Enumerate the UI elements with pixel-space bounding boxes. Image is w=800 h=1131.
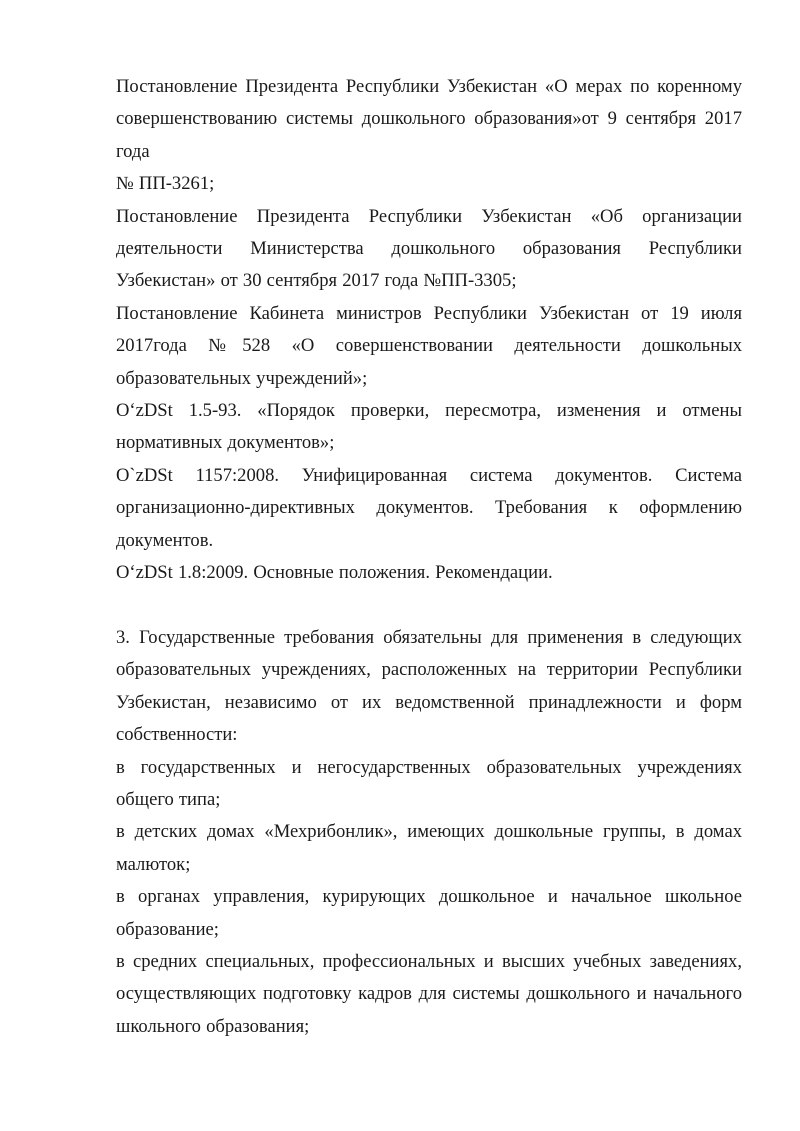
reference-standard-1-5-93: O‘zDSt 1.5-93. «Порядок проверки, пересмотра, изменения и отмены нормативных документов»; (116, 400, 742, 454)
document-body (116, 71, 742, 1043)
reference-standard-1-8-2009: O‘zDSt 1.8:2009. Основные положения. Рекомендации. (116, 562, 553, 584)
reference-decree-pp3261: Постановление Президента Республики Узбекистан «О мерах по коренному совершенствованию системы дошкольного образования»от 9 сентября 2017 года (116, 76, 742, 162)
reference-decree-number: № ПП-3261; (116, 173, 215, 195)
list-item-children-homes: в детских домах «Мехрибонлик», имеющих дошкольные группы, в домах малюток; (116, 821, 742, 875)
list-item-management-bodies: в органах управления, курирующих дошкольное и начальное школьное образование; (116, 886, 742, 940)
reference-standard-1157-2008: O`zDSt 1157:2008. Унифицированная система документов. Система организационно-директивных документов. Требования к оформлению документов. (116, 464, 742, 551)
list-item-general-institutions: в государственных и негосударственных образовательных учреждениях общего типа; (116, 756, 742, 810)
reference-cabinet-resolution-528: Постановление Кабинета министров Республики Узбекистан от 19 июля 2017года №528 «О совершенствовании деятельности дошкольных образовательных учреждений»; (116, 302, 742, 389)
list-item-educational-institutions: в средних специальных, профессиональных и высших учебных заведениях, осуществляющих подготовку кадров для системы дошкольного и начального школьного образования; (116, 950, 742, 1037)
reference-decree-pp3305: Постановление Президента Республики Узбекистан «Об организации деятельности Министерства дошкольного образования Республики Узбекистан» от 30 сентября 2017 года №ПП-3305; (116, 205, 742, 292)
paragraph-spacer (116, 590, 742, 622)
section-3-intro: 3. Государственные требования обязательны для применения в следующих образовательных учреждениях, расположенных на территории Республики Узбекистан, независимо от их ведомственной принадлежности и форм собственности: (116, 626, 742, 746)
